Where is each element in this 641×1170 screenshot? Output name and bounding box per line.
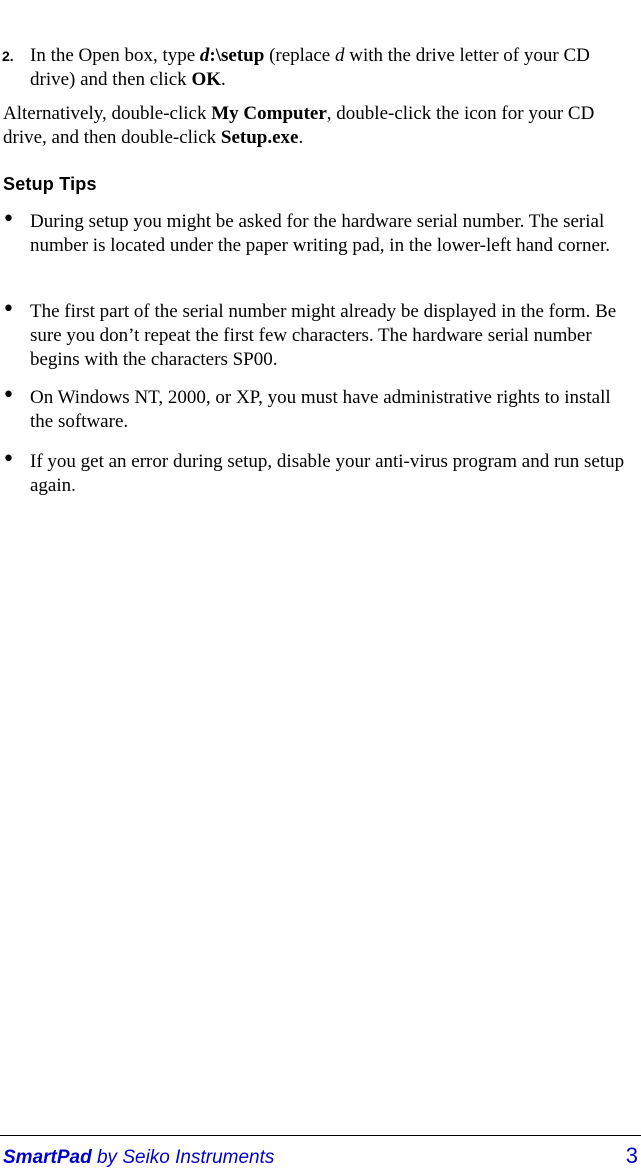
command-drive: d [199, 45, 210, 66]
tip-item: • During setup you might be asked for the hardware serial number. The serial number is located under the paper writing pad, in the lower-left hand corner. [2, 207, 610, 256]
step-number: 2. [2, 48, 14, 64]
setup-exe-label: Setup.exe [220, 127, 299, 148]
tip-item: • On Windows NT, 2000, or XP, you must have administrative rights to install the software. [2, 383, 611, 432]
tip-item: • If you get an error during setup, disable your anti-virus program and run setup again. [2, 447, 625, 496]
product-name: SmartPad [3, 1147, 92, 1168]
alternative-paragraph: Alternatively, double-click My Computer, double-click the icon for your CD drive, and then double-click Setup.exe. [3, 103, 595, 148]
footer-title [3, 1147, 274, 1169]
drive-variable: d [334, 45, 345, 66]
page-number: 3 [625, 1143, 638, 1168]
my-computer-label: My Computer [211, 103, 327, 124]
bullet-icon: • [2, 447, 15, 472]
footer-divider [0, 1135, 641, 1136]
setup-tips-heading: Setup Tips [3, 174, 97, 194]
bullet-icon: • [2, 383, 15, 408]
bullet-icon: • [2, 297, 15, 322]
bullet-icon: • [2, 207, 15, 232]
step-2 [0, 44, 641, 92]
command-path: :\setup [209, 45, 265, 66]
footer-byline: by Seiko Instruments [91, 1147, 275, 1168]
ok-label: OK [191, 69, 221, 90]
step-text: In the Open box, type d:\setup (replace d with the drive letter of your CD drive) and then click OK. [30, 45, 590, 90]
tip-item: • The first part of the serial number might already be displayed in the form. Be sure you don’t repeat the first few characters. The hardware serial number begins with the characters SP00. [2, 297, 617, 370]
